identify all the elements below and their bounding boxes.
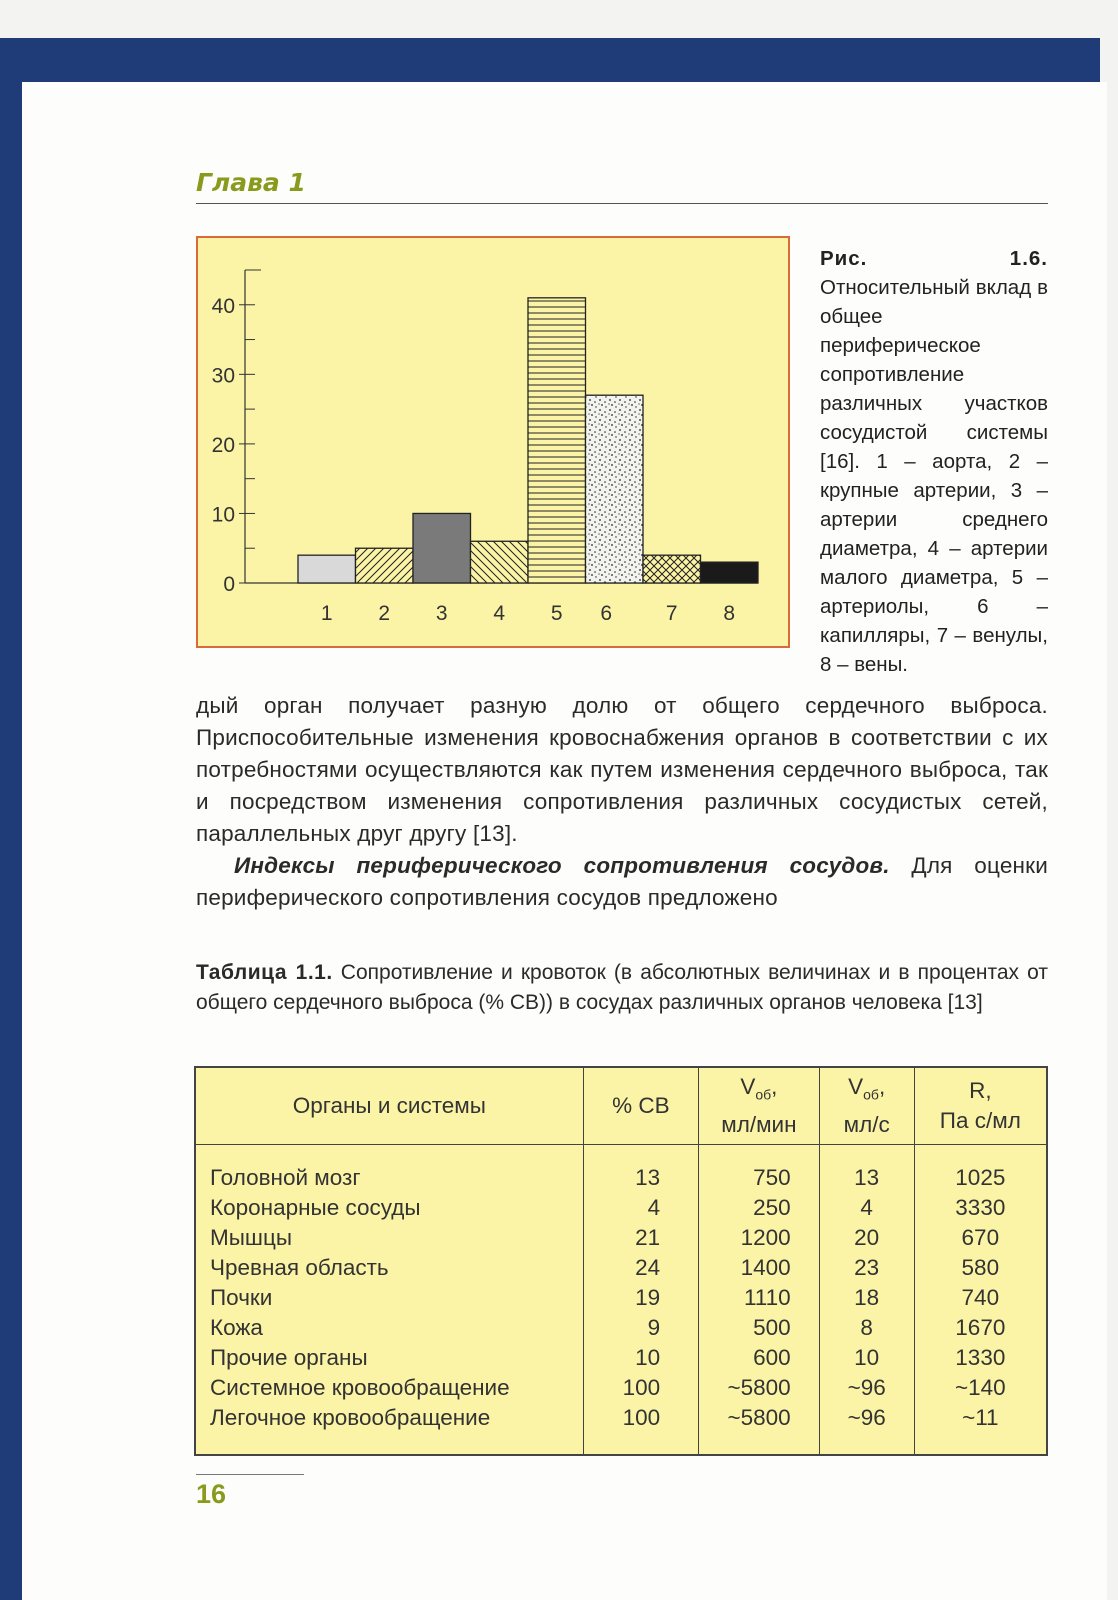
data-table <box>194 1066 1048 1456</box>
table-cell: 500 <box>753 1315 791 1340</box>
table-cell: Кожа <box>210 1315 263 1340</box>
header-flow2-v: V <box>848 1074 864 1100</box>
paragraph-2-text: Для оценки периферического сопротивления сосудов предложено <box>196 853 1048 910</box>
page-number: 16 <box>196 1479 227 1509</box>
header-flow2-comma: , <box>878 1074 886 1100</box>
table-cell: 4 <box>647 1195 661 1220</box>
table-caption-label: Таблица 1.1. <box>196 961 333 984</box>
col-organs <box>195 1145 583 1456</box>
table-cell: Легочное кровообращение <box>210 1405 491 1430</box>
header-resistance <box>914 1067 1047 1145</box>
y-tick-label: 10 <box>211 503 235 527</box>
table-cell: 670 <box>961 1225 1000 1250</box>
paragraph-2 <box>196 850 1048 914</box>
table-cell: 8 <box>860 1315 873 1340</box>
header-flow-v: V <box>740 1074 756 1100</box>
header-rule <box>196 203 1048 204</box>
bar-2 <box>356 548 414 583</box>
x-tick-label: 1 <box>320 602 333 625</box>
table-cell: 10 <box>635 1345 661 1370</box>
header-flow-ml-s <box>819 1067 914 1145</box>
table-cell: 1400 <box>740 1255 791 1280</box>
table-cell: 1670 <box>955 1315 1006 1340</box>
figure-caption-label: Рис. 1.6. <box>820 247 1048 270</box>
table-cell: 10 <box>854 1345 880 1370</box>
bar-1 <box>298 555 356 583</box>
bar-5 <box>528 298 586 583</box>
table-cell: 750 <box>753 1165 791 1190</box>
x-tick-label: 5 <box>550 602 563 625</box>
table-cell: 24 <box>635 1255 661 1280</box>
col-resistance <box>914 1145 1047 1456</box>
table-cell: ~96 <box>847 1405 886 1430</box>
table-cell: 18 <box>854 1285 880 1310</box>
body-text <box>196 690 1048 914</box>
header-organs: Органы и системы <box>195 1067 583 1145</box>
col-ml-min <box>699 1145 820 1456</box>
bar-4 <box>471 541 529 583</box>
table-cell: ~5800 <box>727 1405 791 1430</box>
paragraph-1: дый орган получает разную долю от общего сердечного выброса. Приспособительные изменения кровоснабжения органов в соответствии с их потребностями осуществляются как путем изменения сердечного выброса, так и посредством изменения сопротивления различных сосудистых сетей, параллельных друг другу [13]. <box>196 693 1048 846</box>
bar-3 <box>413 513 471 583</box>
table-cell: 20 <box>854 1225 880 1250</box>
x-tick-label: 2 <box>378 602 391 625</box>
table-cell: ~96 <box>847 1375 886 1400</box>
paragraph-2-heading: Индексы периферического сопротивления сосудов. <box>234 853 890 878</box>
bar-8 <box>701 562 759 583</box>
table-cell: 740 <box>961 1285 1000 1310</box>
table-caption <box>196 958 1048 1018</box>
header-flow-comma: , <box>771 1074 778 1100</box>
bar-7 <box>643 555 701 583</box>
table-cell: 23 <box>854 1255 880 1280</box>
figure-caption <box>820 244 1048 679</box>
y-tick-label: 20 <box>211 433 235 457</box>
header-flow-unit: мл/мин <box>721 1111 797 1137</box>
table-cell: ~5800 <box>727 1375 791 1400</box>
table-cell: 19 <box>635 1285 661 1310</box>
x-tick-label: 4 <box>493 602 506 625</box>
table-cell: Коронарные сосуды <box>210 1195 421 1220</box>
page-number-rule <box>196 1474 304 1475</box>
table-cell: 4 <box>860 1195 873 1220</box>
table-cell: ~140 <box>954 1375 1006 1400</box>
header-flow2-sub: об <box>863 1086 879 1103</box>
y-tick-label: 40 <box>211 294 235 318</box>
figure-box <box>196 236 790 648</box>
y-tick-label: 0 <box>223 573 235 596</box>
table-cell: 580 <box>961 1255 1000 1280</box>
table-caption-text: Сопротивление и кровоток (в абсолютных величинах и в процентах от общего сердечного выброса (% СВ)) в сосудах различных органов человека [13] <box>196 961 1048 1014</box>
x-tick-label: 3 <box>435 602 448 625</box>
table-cell: 100 <box>622 1405 661 1430</box>
header-resistance-unit: Па с/мл <box>939 1108 1021 1133</box>
header-flow-ml-min <box>699 1067 820 1145</box>
col-ml-s <box>819 1145 914 1456</box>
col-percent <box>583 1145 698 1456</box>
table-cell: 1110 <box>743 1285 791 1310</box>
table-cell: Мышцы <box>210 1225 293 1250</box>
table-cell: Головной мозг <box>210 1165 361 1190</box>
bar-6 <box>586 395 644 583</box>
x-tick-label: 7 <box>665 602 678 625</box>
y-tick-label: 30 <box>211 364 235 388</box>
table-cell: ~11 <box>962 1405 999 1430</box>
table-body <box>195 1145 1047 1456</box>
header-flow-sub: об <box>755 1086 772 1103</box>
bar-chart <box>198 238 788 646</box>
table-cell: 1025 <box>955 1165 1006 1190</box>
header-percent-co: % СВ <box>583 1067 698 1145</box>
table-cell: Системное кровообращение <box>210 1375 510 1400</box>
table-cell: 21 <box>635 1225 661 1250</box>
table-cell: Почки <box>210 1285 273 1310</box>
table-cell: 1330 <box>955 1345 1006 1370</box>
x-tick-label: 8 <box>723 602 736 625</box>
figure-caption-text: Относительный вклад в общее периферическое сопротивление различных участков сосудистой системы [16]. 1 – аорта, 2 – крупные артерии, 3 – артерии среднего диаметра, 4 – артерии малого диаметра, 5 – артериолы, 6 – капилляры, 7 – венулы, 8 – вены. <box>820 276 1048 676</box>
header-resistance-r: R, <box>969 1078 992 1103</box>
table-cell: Чревная область <box>210 1255 389 1280</box>
table-cell: 13 <box>854 1165 880 1190</box>
table-cell: 100 <box>622 1375 661 1400</box>
table-cell: 250 <box>753 1195 791 1220</box>
header-flow2-unit: мл/с <box>843 1111 890 1137</box>
x-tick-label: 6 <box>600 602 613 625</box>
table-cell: 13 <box>635 1165 661 1190</box>
table-header-row <box>195 1067 1047 1145</box>
table-cell: 3330 <box>955 1195 1006 1220</box>
chapter-header: Глава 1 <box>196 168 306 197</box>
table-cell: 1200 <box>740 1225 791 1250</box>
table-cell: 600 <box>753 1345 791 1370</box>
table-cell: Прочие органы <box>210 1345 368 1370</box>
table-cell: 9 <box>647 1315 661 1340</box>
